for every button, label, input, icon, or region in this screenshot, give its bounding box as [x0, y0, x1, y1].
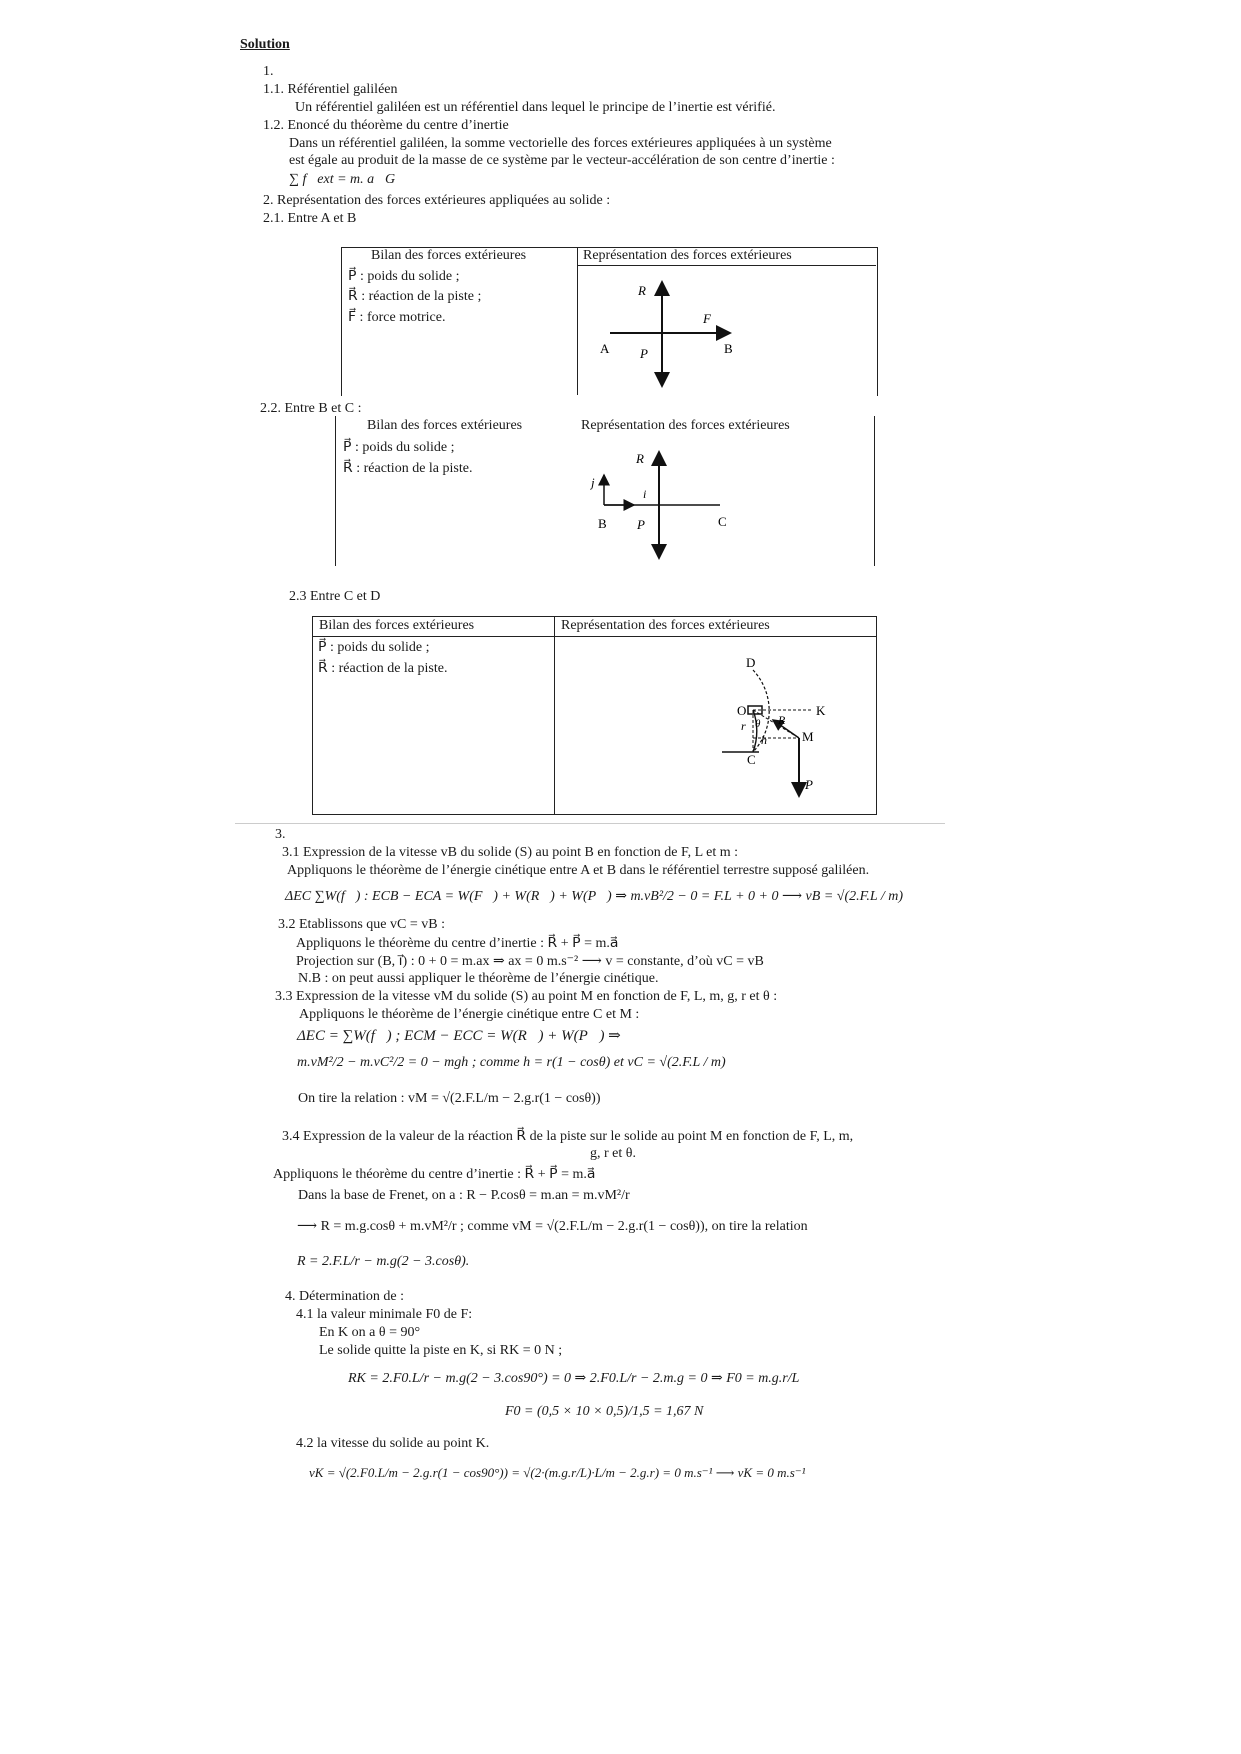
section-1-number: 1.	[263, 64, 274, 79]
label-D: D	[746, 655, 756, 670]
table-ab-item-reaction: R⃗ : réaction de la piste ;	[348, 289, 482, 304]
heading-4: 4. Détermination de :	[285, 1289, 404, 1304]
table-ab-item-force: F⃗ : force motrice.	[348, 310, 446, 325]
label-K: K	[816, 703, 826, 718]
heading-3-4-line2: g, r et θ.	[590, 1146, 636, 1161]
paragraph-3-2-note: N.B : on peut aussi appliquer le théorème de l’énergie cinétique.	[298, 971, 659, 986]
label-h: h	[761, 733, 767, 747]
diagram-forces-bc	[590, 445, 740, 560]
paragraph-1-2-line2: est égale au produit de la masse de ce système par le vecteur-accélération de son centre d’inertie :	[289, 153, 835, 168]
label-P: P⃗	[637, 517, 656, 532]
label-O: O	[737, 703, 747, 718]
label-i: i⃗	[643, 487, 656, 501]
equation-4-2: vK = √(2.F0.L/m − 2.g.r(1 − cos90°)) = √(2·(m.g.r/L)·L/m − 2.g.r) = 0 m.s⁻¹ ⟶ vK = 0 m.s⁻¹	[309, 1465, 806, 1480]
table-ab-col1-header: Bilan des forces extérieures	[371, 248, 527, 263]
label-R: R⃗	[638, 283, 657, 298]
table-ab-col2-header: Représentation des forces extérieures	[583, 248, 792, 263]
table-bc-item-reaction: R⃗ : réaction de la piste.	[343, 461, 473, 476]
label-B: B	[598, 516, 607, 531]
table-bc-item-weight: P⃗ : poids du solide ;	[343, 440, 455, 455]
table-cd-col2-header: Représentation des forces extérieures	[561, 618, 770, 633]
heading-2: 2. Représentation des forces extérieures appliquées au solide :	[263, 193, 611, 208]
label-C: C	[718, 514, 727, 529]
label-r: r	[741, 719, 746, 733]
diagram-forces-ab	[600, 270, 750, 390]
table-bc-col2-header: Représentation des forces extérieures	[581, 418, 790, 433]
heading-4-1: 4.1 la valeur minimale F0 de F:	[296, 1307, 473, 1322]
paragraph-4-1-line1: En K on a θ = 90°	[319, 1325, 421, 1340]
paragraph-3-2-line2: Projection sur (B, i⃗) : 0 + 0 = m.ax ⇒ ax = 0 m.s⁻² ⟶ v = constante, d’où vC = vB	[296, 954, 764, 969]
paragraph-3-4-line3: ⟶ R = m.g.cosθ + m.vM²/r ; comme vM = √(2.F.L/m − 2.g.r(1 − cosθ)), on tire la relation	[297, 1219, 808, 1234]
equation-3-3-line2: m.vM²/2 − m.vC²/2 = 0 − mgh ; comme h = r(1 − cosθ) et vC = √(2.F.L / m)	[297, 1055, 726, 1070]
paragraph-1-2-line1: Dans un référentiel galiléen, la somme vectorielle des forces extérieures appliquées à un système	[289, 136, 832, 151]
label-R: R⃗	[778, 713, 795, 727]
equation-3-3-line1: ΔEC = ∑W(f⃗) ; ECM − ECC = W(R⃗) + W(P⃗) ⇒	[297, 1028, 621, 1044]
table-bc-right-border	[874, 416, 875, 566]
paragraph-3-3: Appliquons le théorème de l’énergie cinétique entre C et M :	[299, 1007, 640, 1022]
heading-1-1: 1.1. Référentiel galiléen	[263, 82, 398, 97]
section-divider	[235, 823, 945, 824]
label-B: B	[724, 341, 733, 356]
heading-1-2: 1.2. Enoncé du théorème du centre d’inertie	[263, 118, 509, 133]
equation-4-1-line1: RK = 2.F0.L/r − m.g(2 − 3.cos90°) = 0 ⇒ 2.F0.L/r − 2.m.g = 0 ⇒ F0 = m.g.r/L	[348, 1371, 800, 1386]
table-ab-item-weight: P⃗ : poids du solide ;	[348, 269, 460, 284]
label-P: P⃗	[805, 777, 824, 792]
table-cd-item-weight: P⃗ : poids du solide ;	[318, 640, 430, 655]
paragraph-3-4-line1: Appliquons le théorème du centre d’inertie : R⃗ + P⃗ = m.a⃗	[273, 1167, 596, 1182]
heading-2-1: 2.1. Entre A et B	[263, 211, 357, 226]
diagram-forces-cd	[715, 652, 865, 807]
equation-3-4-result: R = 2.F.L/r − m.g(2 − 3.cosθ).	[297, 1254, 470, 1269]
heading-2-3: 2.3 Entre C et D	[289, 589, 381, 604]
label-P: P⃗	[640, 346, 659, 361]
equation-4-1-line2: F0 = (0,5 × 10 × 0,5)/1,5 = 1,67 N	[505, 1404, 704, 1419]
heading-2-2: 2.2. Entre B et C :	[260, 401, 362, 416]
page-title: Solution	[240, 37, 290, 52]
table-cd-item-reaction: R⃗ : réaction de la piste.	[318, 661, 448, 676]
label-M: M	[802, 729, 814, 744]
table-bc-col1-header: Bilan des forces extérieures	[367, 418, 523, 433]
equation-3-1: ΔEC ∑W(f⃗) : ECB − ECA = W(F⃗) + W(R⃗) + W(P⃗) ⇒ m.vB²/2 − 0 = F.L + 0 + 0 ⟶ vB = √(2.F.L / m)	[285, 889, 904, 904]
table-cd-divider	[554, 616, 555, 814]
label-F: F⃗	[703, 311, 722, 326]
label-theta: θ	[755, 718, 761, 730]
heading-3-2: 3.2 Etablissons que vC = vB :	[278, 917, 445, 932]
table-ab-divider	[577, 247, 578, 395]
label-j: j⃗	[591, 475, 605, 490]
paragraph-3-1: Appliquons le théorème de l’énergie cinétique entre A et B dans le référentiel terrestre supposé galiléen.	[287, 863, 870, 878]
paragraph-3-2-line1: Appliquons le théorème du centre d’inertie : R⃗ + P⃗ = m.a⃗	[296, 936, 619, 951]
paragraph-3-4-line2: Dans la base de Frenet, on a : R − P.cosθ = m.an = m.vM²/r	[298, 1188, 630, 1203]
paragraph-4-1-line2: Le solide quitte la piste en K, si RK = 0 N ;	[319, 1343, 563, 1358]
heading-3-1: 3.1 Expression de la vitesse vB du solide (S) au point B en fonction de F, L et m :	[282, 845, 739, 860]
table-cd-header-rule	[312, 636, 876, 637]
table-cd-col1-header: Bilan des forces extérieures	[319, 618, 475, 633]
formula-center-of-inertia: ∑ f⃗ext = m. a⃗G	[289, 172, 396, 187]
heading-3-3: 3.3 Expression de la vitesse vM du solide (S) au point M en fonction de F, L, m, g, r et θ :	[275, 989, 778, 1004]
heading-4-2: 4.2 la vitesse du solide au point K.	[296, 1436, 490, 1451]
heading-3-4-line1: 3.4 Expression de la valeur de la réaction R⃗ de la piste sur le solide au point M en fonction de F, L, m,	[282, 1129, 854, 1144]
section-3-number: 3.	[275, 827, 286, 842]
table-ab-header-rule	[577, 265, 876, 266]
equation-3-3-result: On tire la relation : vM = √(2.F.L/m − 2.g.r(1 − cosθ))	[298, 1091, 601, 1106]
label-R: R⃗	[636, 451, 655, 466]
circular-track-lower	[753, 710, 757, 752]
label-A: A	[600, 341, 610, 356]
label-C: C	[747, 752, 756, 767]
paragraph-1-1: Un référentiel galiléen est un référentiel dans lequel le principe de l’inertie est vérifié.	[295, 100, 776, 115]
